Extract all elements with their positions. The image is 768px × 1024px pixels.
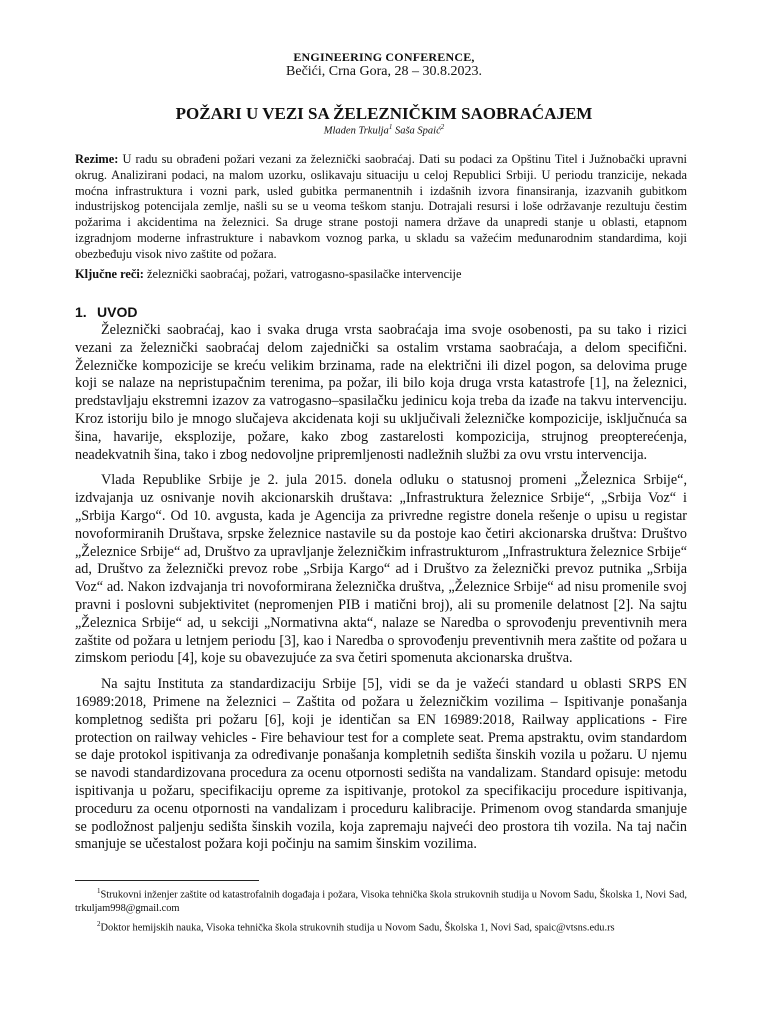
conference-location-date: Bečići, Crna Gora, 28 – 30.8.2023. xyxy=(286,64,482,79)
conference-name: ENGINEERING CONFERENCE, xyxy=(293,50,475,64)
keywords-label: Ključne reči: xyxy=(75,267,144,281)
author-footnote-mark: 1 xyxy=(388,123,393,131)
footnote-mark: 2 xyxy=(97,920,101,929)
body-paragraph: Na sajtu Instituta za standardizaciju Srbije [5], vidi se da je važeći standard u oblasti SRPS EN 16989:2018, Primene na železnici – Zaštita od požara u železničkim vozilima – Ispitivanje ponašanja kompletnog sedišta pri požaru [6], koji je identičan sa EN 16989:2018, Railway applications - Fire protection on railway vehicles - Fire behaviour test for a complete seat. Prema apstraktu, ovim standardom se daje protokol ispitivanja za određivanje ponašanja kompletnih sedišta šinskih vozila u požaru. U njemu se navodi standardizovana procedura za ocenu otpornosti sedišta na vandalizam. Standard opisuje: metodu ispitivanja u požaru, specifikaciju opreme za ispitivanje, protokol za specifikaciju procedure ispitivanja, proceduru za ocenu otpornosti na vandalizam i proceduru kalibracije. Primenom ovog standarda smanjuje se podložnost paljenju sedišta šinskih vozila, koja zapremaju najveći deo prostora tih vozila. Na taj način smanjuje se učestalost požara koji počinju na samim šinskim vozilima. xyxy=(75,676,687,853)
keywords-text: železnički saobraćaj, požari, vatrogasno-spasilačke intervencije xyxy=(147,267,462,281)
abstract-label: Rezime: xyxy=(75,152,119,166)
footnote-mark: 1 xyxy=(97,887,101,895)
abstract xyxy=(75,152,687,263)
author-line xyxy=(0,123,768,137)
section-title: UVOD xyxy=(97,304,138,320)
section-body xyxy=(75,322,687,862)
footnote xyxy=(75,885,687,916)
paper-title: POŽARI U VEZI SA ŽELEZNIČKIM SAOBRAĆAJEM xyxy=(175,104,593,123)
footnote-text: Doktor hemijskih nauka, Visoka tehnička škola strukovnih studija u Novom Sadu, Školska 1, Novi Sad, spaic@vtsns.edu.rs xyxy=(100,922,615,934)
body-paragraph: Železnički saobraćaj, kao i svaka druga vrsta saobraćaja ima svoje osobenosti, pa su tako i rizici vezani za železnički saobraćaj delom zajednički sa ostalim vrstama saobraćaja, a delom specifični. Železničke kompozicije se kreću velikim brzinama, rade na električni ili dizel pogon, sa delovima pruge koji se nalaze na nepristupačnim terenima, pa požar, ili bilo koja druga vrsta katastrofe [1], na železnici, predstavljaju ekstremni izazov za vatrogasno–spasilačku jedinicu koja treba da izađe na takvu intervenciju. Kroz istoriju bilo je mnogo slučajeva akcidenata koji su uključivali železničke kompozicije, isključnuća sa šina, havarije, eksplozije, požare, kako zbog zastarelosti kompozicija, strujnog preopterećenja, neadekvatnih šina, tako i zbog nedovoljne pripremljenosti nadležnih službi za ovu vrstu intervencija. xyxy=(75,322,687,463)
body-paragraph: Vlada Republike Srbije je 2. jula 2015. donela odluku o statusnoj promeni „Železnica Srbije“, izdvajanja uz osnivanje novih akcionarskih društava: „Infrastruktura železnice Srbije“, „Srbija Voz“ i „Srbija Kargo“. Od 10. avgusta, kada je Agencija za privredne registre donela rešenje o upisu u registar novoformiranih Društava, srpske železnice nastavile su da postoje kao četiri akcionarska društva: Društvo „Železnice Srbije“ ad, Društvo za upravljanje železničkim infrastrukturom „Infrastruktura železnice Srbije“ ad, Društvo za železnički prevoz robe „Srbija Kargo“ ad i Društvo za železnički prevoz putnika „Srbija Voz“ ad. Nakon izdvajanja tri novoformirana železnička društva, „Železnice Srbije“ ad nisu promenile svoj pravni i poslovni subjektivitet (nepromenjen PIB i matični broj), ali su promenile delatnost [2]. Na sajtu „Železnica Srbije“ ad, u sekciji „Normativna akta“, nalaze se Naredba o sprovođenju preventivnih mera zaštite od požara u letnjem periodu [3], kao i Naredba o sprovođenju preventivnih mera zaštite od požara u zimskom periodu [4], koje su obavezujuće za sva četiri spomenuta akcionarska društva. xyxy=(75,472,687,667)
footnote xyxy=(75,918,687,935)
footnotes xyxy=(75,885,687,937)
author-name: Mladen Trkulja xyxy=(323,125,389,137)
keywords xyxy=(75,267,687,283)
section-number: 1. xyxy=(75,304,87,320)
section-heading xyxy=(75,304,137,320)
abstract-text: U radu su obrađeni požari vezani za železnički saobraćaj. Dati su podaci za Opštinu Titel i Južnobački upravni okrug. Analizirani podaci, na malom uzorku, oslikavaju situaciju u celoj Republici Srbiji. U periodu tranzicije, nekada moćna infrastruktura i vozni park, usled gubitka permanentnih i izdašnih izvora finansiranja, izazvanih gubitkom industrijskog potencijala zemlje, našli su se u veoma teškom stanju. Dotrajali resursi i loše održavanje rezultuju čestim požarima i akcidentima na železnici. Sa druge strane postoji namera države da unapredi stanje u oblasti, etapnom izgradnjom moderne infrastrukture i nabavkom voznog parka, u skladu sa važećim međunarodnim standardima, koji obezbeđuju visok nivo zaštite od požara. xyxy=(75,152,687,261)
footnote-text: Strukovni inženjer zaštite od katastrofalnih događaja i požara, Visoka tehnička škola strukovnih studija u Novom Sadu, Školska 1, Novi Sad, trkuljam998@gmail.com xyxy=(75,889,687,915)
author-name: Saša Spaić xyxy=(394,125,441,137)
author-footnote-mark: 2 xyxy=(440,123,445,131)
footnote-separator xyxy=(75,880,259,881)
